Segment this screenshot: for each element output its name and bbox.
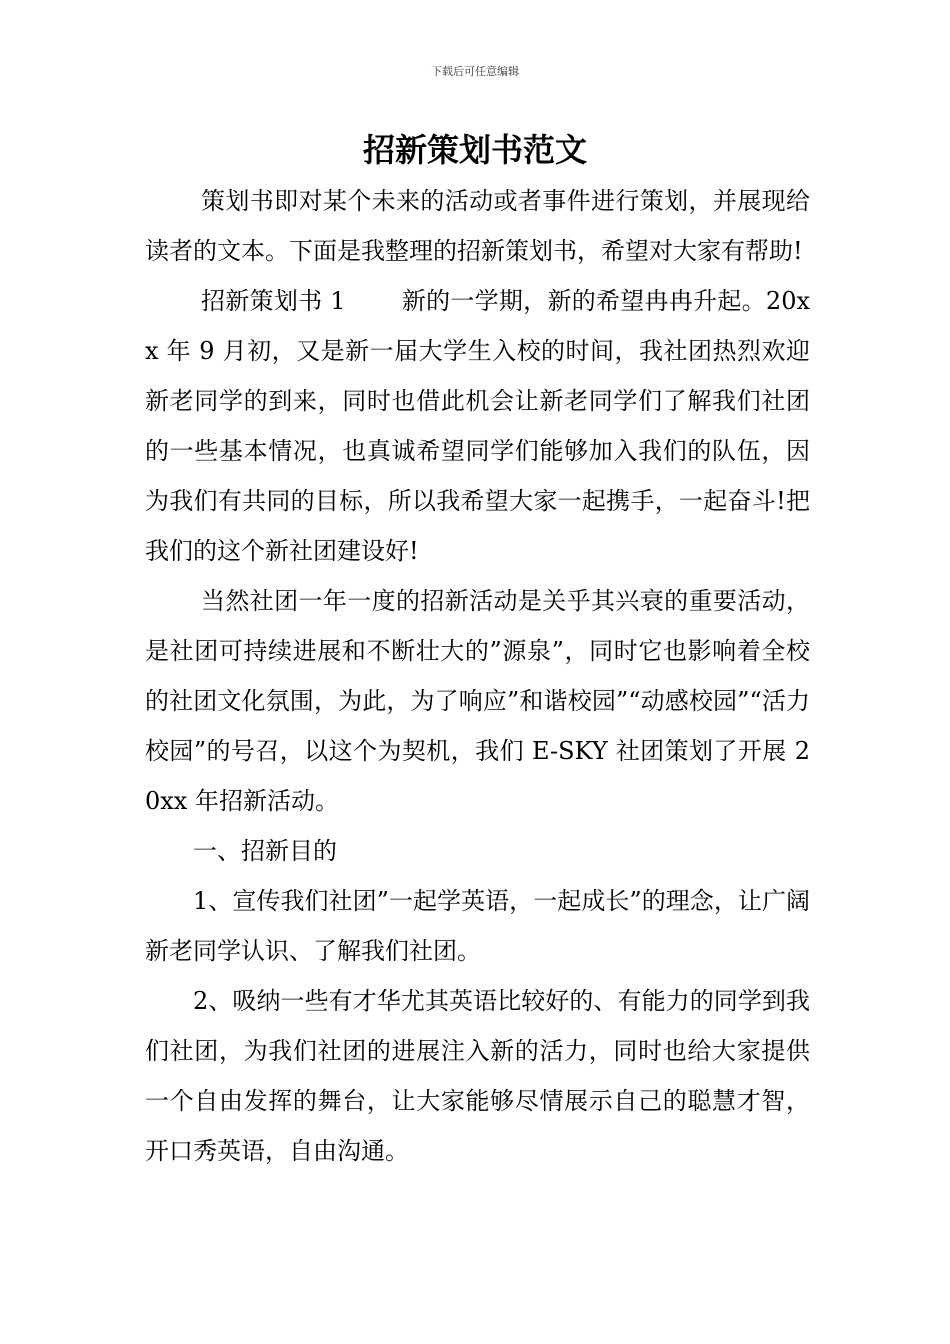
section1-paragraph [145, 276, 810, 576]
header-note: 下载后可任意编辑 [431, 65, 519, 78]
activity-paragraph: 当然社团一年一度的招新活动是关乎其兴衰的重要活动，是社团可持续进展和不断壮大的”源泉”，同时它也影响着全校的社团文化氛围，为此，为了响应”和谐校园”“动感校园”“活力校园”的号召，以这个为契机，我们 E-SKY 社团策划了开展 20xx 年招新活动。 [145, 587, 810, 815]
intro-paragraph: 策划书即对某个未来的活动或者事件进行策划，并展现给读者的文本。下面是我整理的招新策划书，希望对大家有帮助! [145, 187, 810, 265]
goal-item-2: 2、吸纳一些有才华尤其英语比较好的、有能力的同学到我们社团，为我们社团的进展注入新的活力，同时也给大家提供一个自由发挥的舞台，让大家能够尽情展示自己的聪慧才智，开口秀英语，自由沟通。 [145, 987, 810, 1165]
section1-text: 新的一学期，新的希望冉冉升起。20xx 年 9 月初，又是新一届大学生入校的时间，我社团热烈欢迎新老同学的到来，同时也借此机会让新老同学们了解我们社团的一些基本情况，也真诚希望同学们能够加入我们的队伍，因为我们有共同的目标，所以我希望大家一起携手，一起奋斗!把我们的这个新社团建设好! [145, 287, 810, 565]
document-title: 招新策划书范文 [362, 131, 587, 169]
goal-item-1: 1、宣传我们社团”一起学英语，一起成长”的理念，让广阔新老同学认识、了解我们社团。 [145, 887, 810, 965]
document-body [145, 176, 810, 1176]
section1-heading: 招新策划书 1 [201, 287, 346, 315]
goal-heading: 一、招新目的 [193, 837, 337, 865]
